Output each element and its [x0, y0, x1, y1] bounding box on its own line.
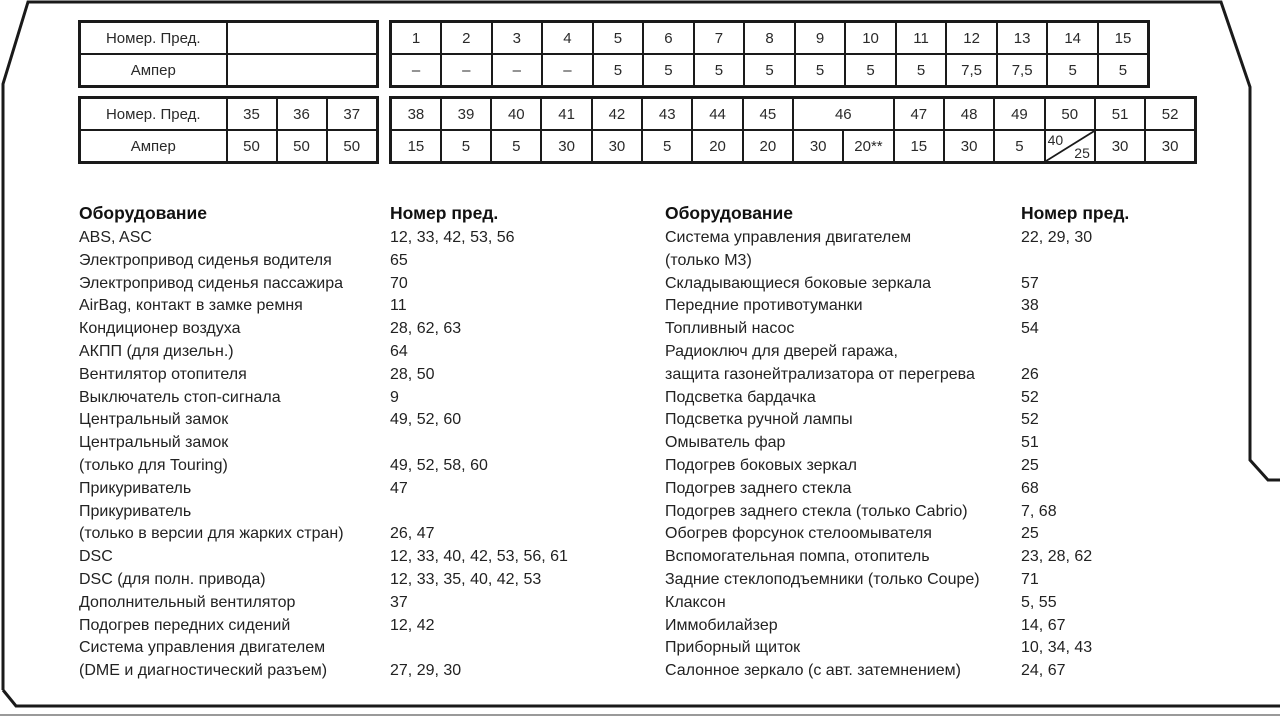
equipment-name: Приборный щиток: [665, 639, 801, 657]
equipment-list-right: [665, 199, 1129, 683]
fuse-numbers: 22, 29, 30: [1021, 229, 1093, 246]
list-item: [665, 455, 1129, 478]
fuse-amp-cell: 20**: [843, 130, 893, 163]
list-item: [79, 660, 568, 683]
fuse-amp-cell: 30: [1095, 130, 1145, 163]
fuse-amp-cell: 5: [744, 54, 795, 87]
list-item: [79, 250, 568, 273]
list-header: [665, 199, 1129, 227]
list-item: [79, 478, 568, 501]
fuse-number-cell: 2: [441, 22, 492, 55]
header-equipment: Оборудование: [665, 203, 793, 223]
header-fuse-number: Номер пред.: [1021, 203, 1130, 223]
list-item: [665, 546, 1129, 569]
fuse-number-cell: 52: [1145, 98, 1195, 131]
row-label-amp: Ампер: [80, 54, 227, 87]
fuse-numbers: 14, 67: [1021, 616, 1066, 634]
equipment-name: Салонное зеркало (с авт. затемнением): [665, 662, 961, 680]
fuse-numbers: 38: [1021, 297, 1039, 315]
equipment-name: Подсветка ручной лампы: [665, 411, 853, 429]
list-item: [665, 227, 1129, 250]
equipment-name: AirBag, контакт в замке ремня: [79, 297, 303, 315]
equipment-name: Вспомогательная помпа, отопитель: [665, 548, 930, 566]
list-header: [79, 199, 568, 227]
fuse-amp-cell: 30: [1145, 130, 1195, 163]
fuse-number-cell: 13: [997, 22, 1048, 55]
fuse-number-cell: 51: [1095, 98, 1145, 131]
fuse-numbers: 9: [390, 388, 399, 406]
list-item: [665, 523, 1129, 546]
fuse-numbers: 65: [390, 251, 408, 269]
equipment-name: Система управления двигателем: [665, 229, 912, 246]
list-item: [665, 318, 1129, 341]
list-item: [79, 523, 568, 546]
list-item: [79, 318, 568, 341]
fuse-number-cell: 40: [491, 98, 541, 131]
equipment-name: Клаксон: [665, 593, 726, 611]
list-item: [665, 341, 1129, 364]
fuse-numbers: 5, 55: [1021, 593, 1057, 611]
equipment-name: Центральный замок: [79, 411, 229, 429]
equipment-name: Вентилятор отопителя: [79, 365, 247, 383]
list-item: [665, 501, 1129, 524]
fuse-numbers: 49, 52, 58, 60: [390, 456, 488, 474]
list-item: [79, 364, 568, 387]
equipment-name: Кондиционер воздуха: [79, 320, 241, 338]
fuse-amp-cell: 30: [944, 130, 994, 163]
fuse-numbers: 26, 47: [390, 525, 435, 543]
fuse-numbers: 24, 67: [1021, 662, 1066, 680]
fuse-number-cell: 7: [694, 22, 745, 55]
equipment-name: Дополнительный вентилятор: [79, 593, 296, 611]
list-item: [665, 250, 1129, 273]
fuse-number-cell: 35: [227, 98, 277, 131]
fuse-numbers: 68: [1021, 479, 1039, 497]
list-item: [79, 637, 568, 660]
fuse-number-cell: 12: [946, 22, 997, 55]
list-item: [79, 341, 568, 364]
list-item: [79, 546, 568, 569]
fuse-amp-cell: 5: [593, 54, 644, 87]
fuse-amp-cell: 5: [994, 130, 1044, 163]
fuse-number-cell: 46: [793, 98, 894, 131]
list-item: [665, 387, 1129, 410]
fuse-numbers: 49, 52, 60: [390, 411, 462, 429]
equipment-list-left: [79, 199, 568, 683]
fuse-table-top-labels: [78, 20, 379, 88]
fuse-number-cell: 38: [391, 98, 441, 131]
equipment-name: Электропривод сиденья пассажира: [79, 274, 344, 292]
fuse-amp-cell: 30: [592, 130, 642, 163]
list-item: [79, 409, 568, 432]
fuse-amp-split-cell: [1045, 130, 1095, 163]
list-item: [665, 432, 1129, 455]
fuse-numbers: 64: [390, 342, 408, 360]
equipment-name: АКПП (для дизельн.): [79, 342, 234, 360]
list-item: [665, 615, 1129, 638]
header-equipment: Оборудование: [79, 203, 207, 223]
fuse-amp-cell: 5: [642, 130, 692, 163]
fuse-amp-cell: 5: [491, 130, 541, 163]
equipment-name: Складывающиеся боковые зеркала: [665, 274, 932, 292]
fuse-numbers: 51: [1021, 434, 1039, 452]
list-item: [665, 409, 1129, 432]
list-item: [665, 273, 1129, 296]
empty-cell: [227, 22, 378, 55]
equipment-name: Система управления двигателем: [79, 639, 326, 657]
list-item: [665, 364, 1129, 387]
fuse-number-cell: 43: [642, 98, 692, 131]
fuse-amp-cell: 5: [694, 54, 745, 87]
fuse-numbers: 28, 62, 63: [390, 320, 462, 338]
equipment-name: Омыватель фар: [665, 434, 786, 452]
fuse-amp-row: [391, 54, 1149, 87]
fuse-amp-cell: 20: [692, 130, 742, 163]
row-label-number: Номер. Пред.: [80, 22, 227, 55]
equipment-name: Прикуриватель: [79, 479, 192, 497]
list-item: [79, 455, 568, 478]
list-item: [79, 501, 568, 524]
fuse-number-cell: 49: [994, 98, 1044, 131]
equipment-name: Подогрев заднего стекла (только Cabrio): [665, 502, 968, 520]
fuse-amp-row: [391, 130, 1196, 163]
fuse-numbers: 12, 33, 35, 40, 42, 53: [390, 570, 542, 588]
fuse-numbers: 54: [1021, 320, 1039, 338]
equipment-name: (только для Touring): [79, 456, 228, 474]
fuse-amp-cell: –: [391, 54, 442, 87]
fuse-number-cell: 45: [743, 98, 793, 131]
fuse-table-bottom-right: [389, 96, 1197, 164]
fuse-amp-cell: 7,5: [997, 54, 1048, 87]
list-item: [79, 569, 568, 592]
fuse-number-cell: 44: [692, 98, 742, 131]
equipment-name: DSC: [79, 548, 113, 566]
fuse-numbers: 52: [1021, 411, 1039, 429]
equipment-name: (только M3): [665, 251, 752, 269]
row-label-number: Номер. Пред.: [80, 98, 227, 131]
list-item: [665, 478, 1129, 501]
fuse-number-cell: 14: [1047, 22, 1098, 55]
fuse-numbers: 12, 42: [390, 616, 435, 634]
fuse-amp-cell: 50: [327, 130, 378, 163]
equipment-name: Электропривод сиденья водителя: [79, 251, 332, 269]
fuse-numbers: 25: [1021, 456, 1039, 474]
fuse-numbers: 11: [390, 297, 407, 315]
fuse-numbers: 23, 28, 62: [1021, 548, 1093, 566]
fuse-number-cell: 8: [744, 22, 795, 55]
fuse-number-cell: 48: [944, 98, 994, 131]
fuse-table-top: [389, 20, 1150, 88]
fuse-amp-cell: 50: [227, 130, 277, 163]
fuse-number-row: [391, 22, 1149, 55]
fuse-amp-row: [80, 130, 378, 163]
equipment-name: Задние стеклоподъемники (только Coupe): [665, 570, 980, 588]
list-item: [665, 637, 1129, 660]
fuse-numbers: 70: [390, 274, 408, 292]
fuse-number-cell: 1: [391, 22, 442, 55]
fuse-number-cell: 39: [441, 98, 491, 131]
fuse-numbers: 12, 33, 40, 42, 53, 56, 61: [390, 548, 568, 566]
fuse-amp-cell: 5: [896, 54, 947, 87]
list-item: [665, 295, 1129, 318]
list-item: [665, 569, 1129, 592]
fuse-number-row: [391, 98, 1196, 131]
equipment-name: Радиоключ для дверей гаража,: [665, 342, 898, 360]
equipment-name: Выключатель стоп-сигнала: [79, 388, 281, 406]
fuse-amp-bottom: 25: [1074, 145, 1090, 161]
equipment-name: DSC (для полн. привода): [79, 570, 266, 588]
equipment-name: (только в версии для жарких стран): [79, 525, 344, 543]
fuse-numbers: 52: [1021, 388, 1039, 406]
fuse-numbers: 26: [1021, 365, 1039, 383]
fuse-amp-cell: 15: [391, 130, 441, 163]
fuse-number-row: [80, 98, 378, 131]
equipment-name: Подогрев передних сидений: [79, 616, 291, 634]
equipment-name: ABS, ASC: [79, 229, 152, 246]
fuse-numbers: 7, 68: [1021, 502, 1057, 520]
fuse-amp-cell: 50: [277, 130, 327, 163]
fuse-number-cell: 47: [894, 98, 944, 131]
fuse-number-cell: 36: [277, 98, 327, 131]
fuse-numbers: 25: [1021, 525, 1039, 543]
list-item: [79, 295, 568, 318]
fuse-number-cell: 15: [1098, 22, 1149, 55]
fuse-amp-cell: 30: [793, 130, 843, 163]
equipment-name: Топливный насос: [665, 320, 795, 338]
fuse-numbers: 12, 33, 42, 53, 56: [390, 229, 515, 246]
fuse-amp-cell: –: [542, 54, 593, 87]
fuse-number-cell: 10: [845, 22, 896, 55]
fuse-numbers: 10, 34, 43: [1021, 639, 1093, 657]
header-fuse-number: Номер пред.: [390, 203, 499, 223]
fuse-number-cell: 6: [643, 22, 694, 55]
fuse-amp-cell: 5: [845, 54, 896, 87]
fuse-number-cell: 9: [795, 22, 846, 55]
bottom-divider: [0, 714, 1280, 716]
fuse-amp-cell: –: [441, 54, 492, 87]
fuse-number-cell: 5: [593, 22, 644, 55]
fuse-number-cell: 4: [542, 22, 593, 55]
fuse-amp-cell: 5: [795, 54, 846, 87]
equipment-name: Подсветка бардачка: [665, 388, 816, 406]
fuse-number-cell: 3: [492, 22, 543, 55]
fuse-amp-top: 40: [1047, 132, 1064, 148]
list-item: [665, 592, 1129, 615]
list-item: [79, 387, 568, 410]
fuse-amp-cell: 30: [541, 130, 591, 163]
fuse-amp-cell: –: [492, 54, 543, 87]
list-item: [79, 227, 568, 250]
fuse-table-bottom-left: [78, 96, 379, 164]
empty-cell: [227, 54, 378, 87]
list-item: [79, 615, 568, 638]
equipment-name: защита газонейтрализатора от перегрева: [665, 365, 975, 383]
equipment-name: Обогрев форсунок стелоомывателя: [665, 525, 932, 543]
list-item: [79, 273, 568, 296]
fuse-number-cell: 37: [327, 98, 378, 131]
equipment-name: Центральный замок: [79, 434, 229, 452]
list-item: [79, 432, 568, 455]
fuse-amp-cell: 5: [441, 130, 491, 163]
fuse-numbers: 71: [1021, 570, 1039, 588]
fuse-number-cell: 11: [896, 22, 947, 55]
fuse-amp-cell: 20: [743, 130, 793, 163]
fuse-number-cell: 41: [541, 98, 591, 131]
equipment-name: Передние противотуманки: [665, 297, 863, 315]
fuse-amp-cell: 15: [894, 130, 944, 163]
fuse-numbers: 28, 50: [390, 365, 435, 383]
list-item: [79, 592, 568, 615]
equipment-name: Прикуриватель: [79, 502, 192, 520]
fuse-amp-cell: 5: [1047, 54, 1098, 87]
row-label-amp: Ампер: [80, 130, 227, 163]
equipment-name: Подогрев заднего стекла: [665, 479, 852, 497]
fuse-numbers: 57: [1021, 274, 1039, 292]
equipment-name: Иммобилайзер: [665, 616, 778, 634]
fuse-amp-cell: 5: [1098, 54, 1149, 87]
equipment-name: Подогрев боковых зеркал: [665, 456, 857, 474]
fuse-numbers: 37: [390, 593, 408, 611]
fuse-amp-cell: 7,5: [946, 54, 997, 87]
fuse-number-cell: 50: [1045, 98, 1095, 131]
fuse-amp-cell: 5: [643, 54, 694, 87]
fuse-number-cell: 42: [592, 98, 642, 131]
fuse-numbers: 27, 29, 30: [390, 662, 462, 680]
list-item: [665, 660, 1129, 683]
fuse-numbers: 47: [390, 479, 408, 497]
equipment-name: (DME и диагностический разъем): [79, 662, 328, 680]
